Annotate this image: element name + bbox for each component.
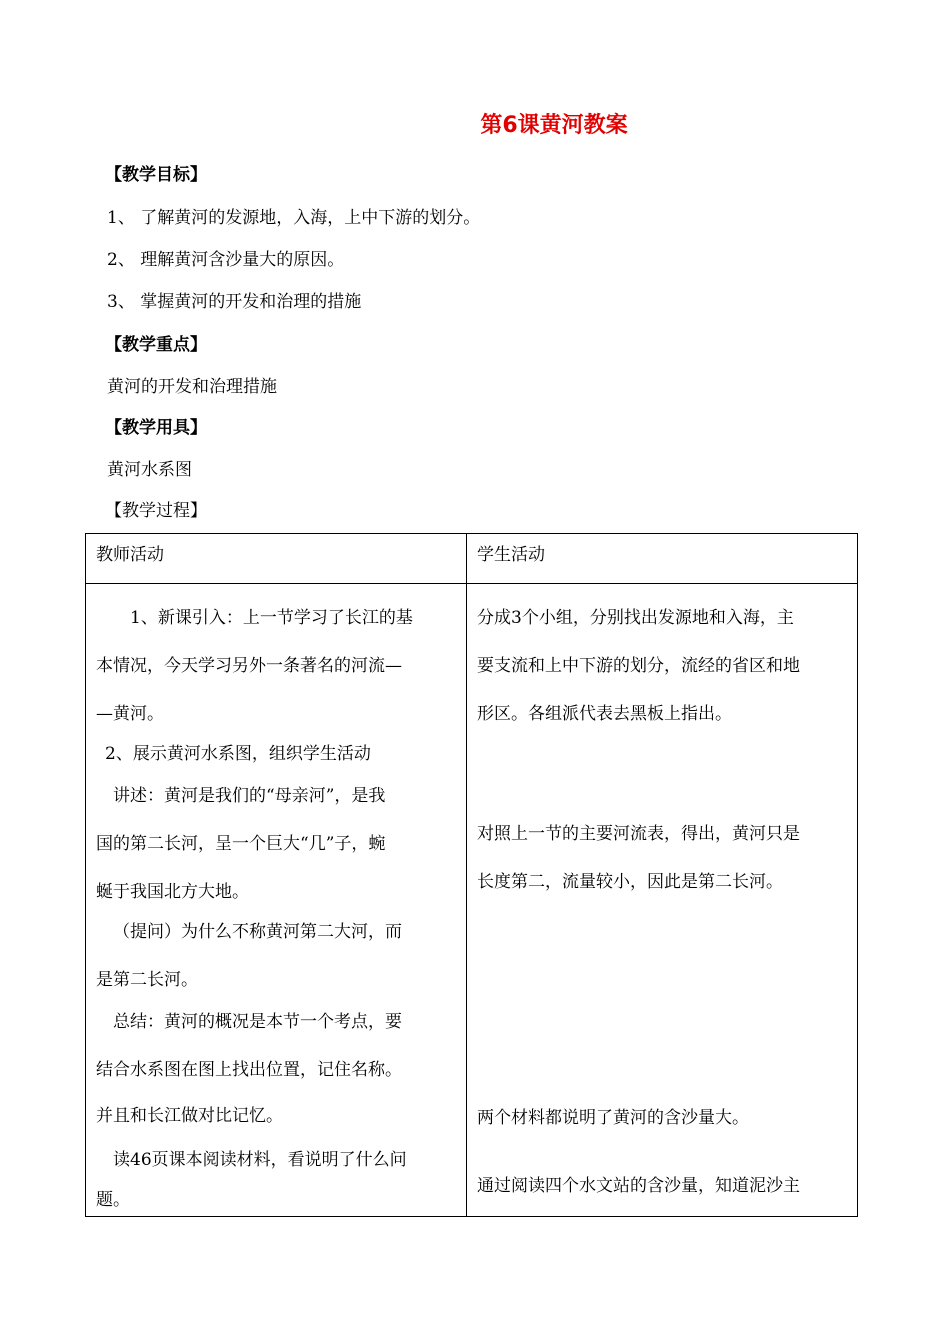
key-heading: 【教学重点】	[105, 335, 207, 355]
teacher-line: —黄河。	[96, 704, 164, 724]
process-heading: 【教学过程】	[105, 501, 207, 521]
teacher-line: 是第二长河。	[96, 970, 198, 990]
teacher-line: 读46页课本阅读材料，看说明了什么问	[113, 1150, 407, 1170]
student-line: 长度第二，流量较小，因此是第二长河。	[477, 872, 783, 892]
teacher-line: 讲述：黄河是我们的“母亲河”，是我	[113, 786, 386, 806]
student-line: 形区。各组派代表去黑板上指出。	[477, 704, 732, 724]
table-header-row	[86, 534, 858, 584]
teacher-line: 2、展示黄河水系图，组织学生活动	[105, 744, 371, 764]
teacher-line: 题。	[96, 1190, 130, 1210]
teacher-line: 并且和长江做对比记忆。	[96, 1106, 283, 1126]
tools-text: 黄河水系图	[107, 460, 192, 480]
goal-item: 3、 掌握黄河的开发和治理的措施	[107, 292, 362, 312]
goals-heading: 【教学目标】	[105, 165, 207, 185]
goal-item: 2、 理解黄河含沙量大的原因。	[107, 250, 345, 270]
teacher-cell	[86, 584, 467, 1217]
teacher-line: （提问）为什么不称黄河第二大河，而	[113, 922, 402, 942]
process-table	[85, 533, 858, 1217]
teacher-line: 蜒于我国北方大地。	[96, 882, 249, 902]
teacher-line: 1、新课引入：上一节学习了长江的基	[130, 608, 413, 628]
student-line: 要支流和上中下游的划分，流经的省区和地	[477, 656, 800, 676]
student-line: 对照上一节的主要河流表，得出，黄河只是	[477, 824, 800, 844]
page-title: 第6课黄河教案	[480, 113, 628, 138]
student-line: 通过阅读四个水文站的含沙量，知道泥沙主	[477, 1176, 800, 1196]
tools-heading: 【教学用具】	[105, 418, 207, 438]
student-cell	[467, 584, 858, 1217]
goal-item: 1、 了解黄河的发源地，入海，上中下游的划分。	[107, 208, 481, 228]
student-line: 两个材料都说明了黄河的含沙量大。	[477, 1108, 749, 1128]
teacher-line: 国的第二长河，呈一个巨大“几”子，蜿	[96, 834, 386, 854]
key-text: 黄河的开发和治理措施	[107, 377, 277, 397]
teacher-line: 总结：黄河的概况是本节一个考点，要	[113, 1012, 402, 1032]
table-row	[86, 584, 858, 1217]
student-line: 分成3个小组，分别找出发源地和入海，主	[477, 608, 794, 628]
header-student: 学生活动	[467, 534, 858, 584]
teacher-line: 本情况，今天学习另外一条著名的河流—	[96, 656, 402, 676]
teacher-line: 结合水系图在图上找出位置，记住名称。	[96, 1060, 402, 1080]
header-teacher: 教师活动	[86, 534, 467, 584]
